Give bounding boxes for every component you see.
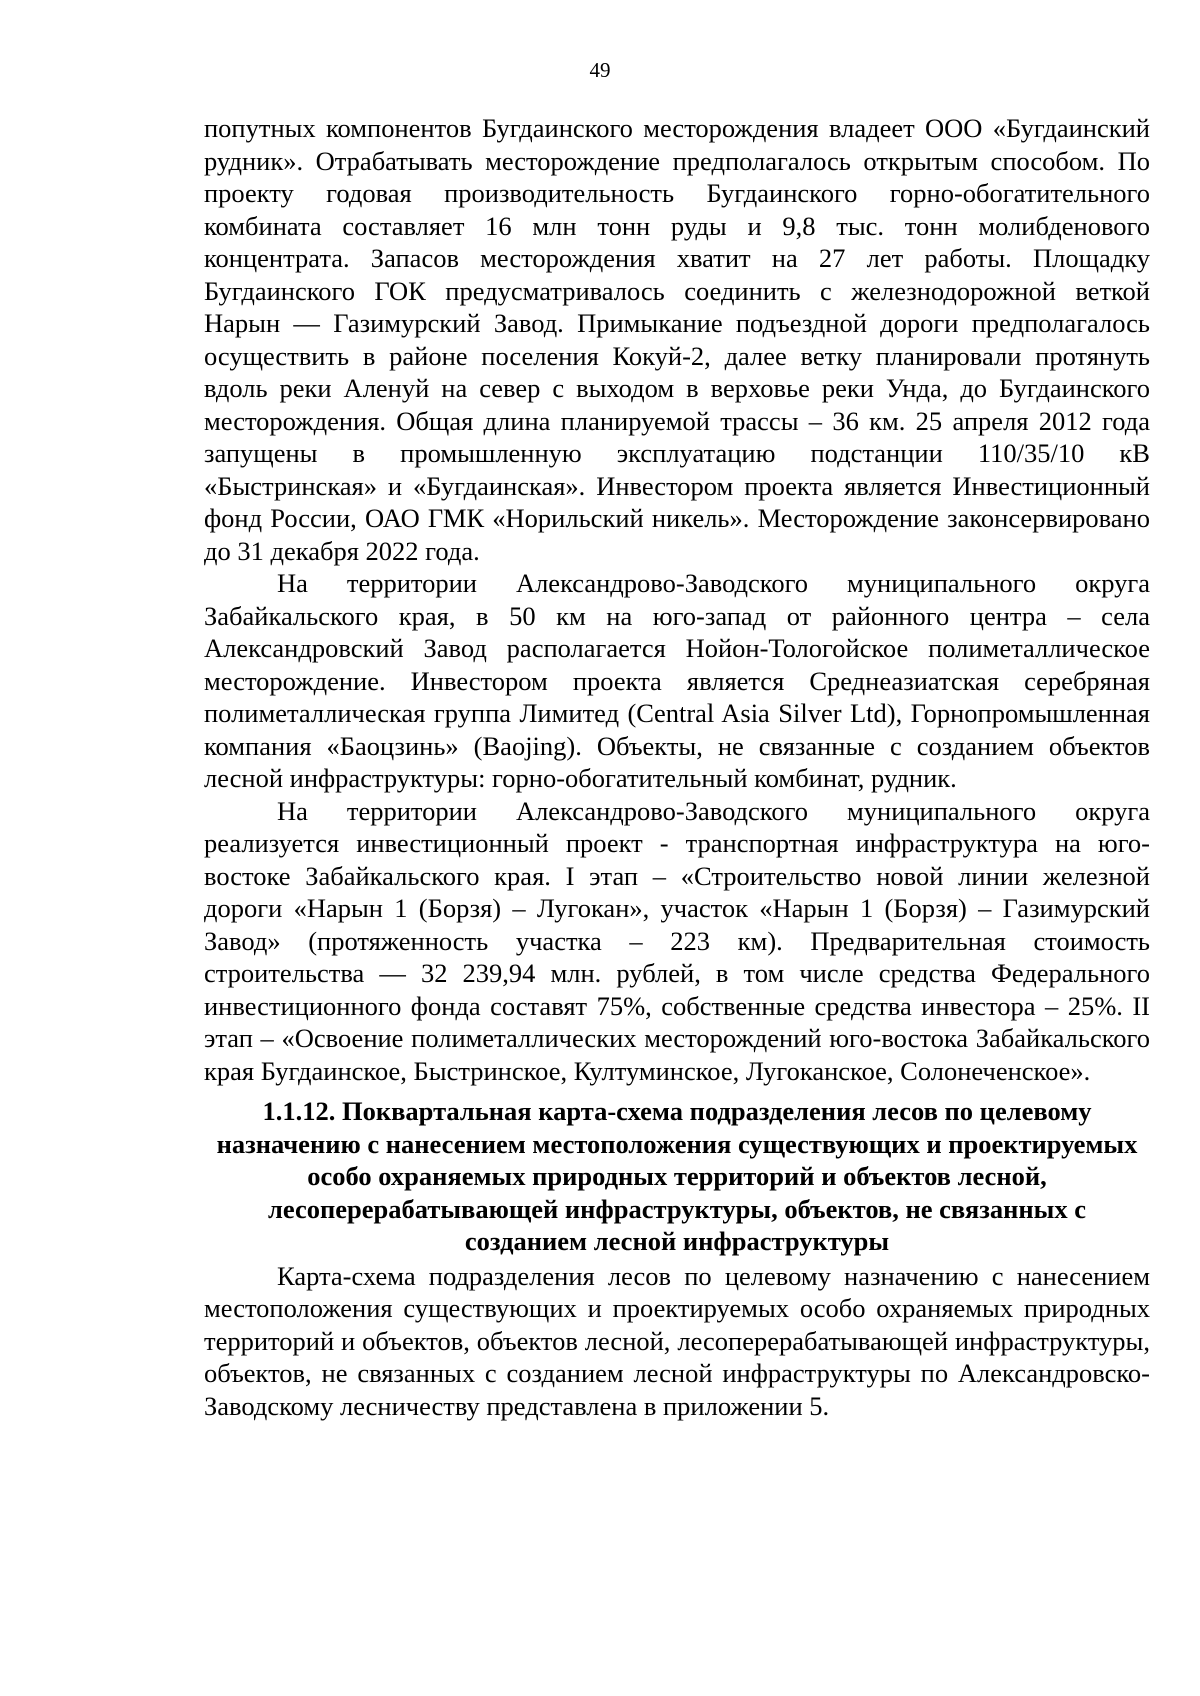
paragraph-bugdainskoe-continuation: попутных компонентов Бугдаинского месторождения владеет ООО «Бугдаинский рудник». Отрабатывать месторождение предполагалось открытым способом. По проекту годовая производительность Бугдаинского горно-обогатительного комбината составляет 16 млн тонн руды и 9,8 тыс. тонн молибденового концентрата. Запасов месторождения хватит на 27 лет работы. Площадку Бугдаинского ГОК предусматривалось соединить с железнодорожной веткой Нарын — Газимурский Завод. Примыкание подъездной дороги предполагалось осуществить в районе поселения Кокуй-2, далее ветку планировали протянуть вдоль реки Аленуй на север с выходом в верховье реки Унда, до Бугдаинского месторождения. Общая длина планируемой трассы – 36 км. 25 апреля 2012 года запущены в промышленную эксплуатацию подстанции 110/35/10 кВ «Быстринская» и «Бугдаинская». Инвестором проекта является Инвестиционный фонд России, ОАО ГМК «Норильский никель». Месторождение законсервировано до 31 декабря 2022 года. [204,113,1150,566]
page-number: 49 [589,58,611,82]
paragraph-transport-infrastructure: На территории Александрово-Заводского муниципального округа реализуется инвестиционный проект - транспортная инфраструктура на юго-востоке Забайкальского края. I этап – «Строительство новой линии железной дороги «Нарын 1 (Борзя) – Лугокан», участок «Нарын 1 (Борзя) – Газимурский Завод» (протяженность участка – 223 км). Предварительная стоимость строительства — 32 239,94 млн. рублей, в том числе средства Федерального инвестиционного фонда составят 75%, собственные средства инвестора – 25%. II этап – «Освоение полиметаллических месторождений юго-востока Забайкальского края Бугдаинское, Быстринское, Култуминское, Лугоканское, Солонеченское». [204,795,1150,1086]
paragraph-noyon-tologoy: На территории Александрово-Заводского муниципального округа Забайкальского края, в 50 км на юго-запад от районного центра – села Александровский Завод располагается Нойон-Тологойское полиметаллическое месторождение. Инвестором проекта является Среднеазиатская серебряная полиметаллическая группа Лимитед (Central Asia Silver Ltd), Горнопромышленная компания «Баоцзинь» (Baojing). Объекты, не связанные с созданием объектов лесной инфраструктуры: горно-обогатительный комбинат, рудник. [204,568,1150,793]
document-body [204,112,1150,1422]
paragraph-map-scheme: Карта-схема подразделения лесов по целевому назначению с нанесением местоположения существующих и проектируемых особо охраняемых природных территорий и объектов, объектов лесной, лесоперерабатывающей инфраструктуры, объектов, не связанных с созданием лесной инфраструктуры по Александровско-Заводскому лесничеству представлена в приложении 5. [204,1260,1150,1421]
section-heading: 1.1.12. Поквартальная карта-схема подразделения лесов по целевому назначению с нанесением местоположения существующих и проектируемых особо охраняемых природных территорий и объектов лесной, лесоперерабатывающей инфраструктуры, объектов, не связанных с созданием лесной инфраструктуры [216,1096,1138,1256]
